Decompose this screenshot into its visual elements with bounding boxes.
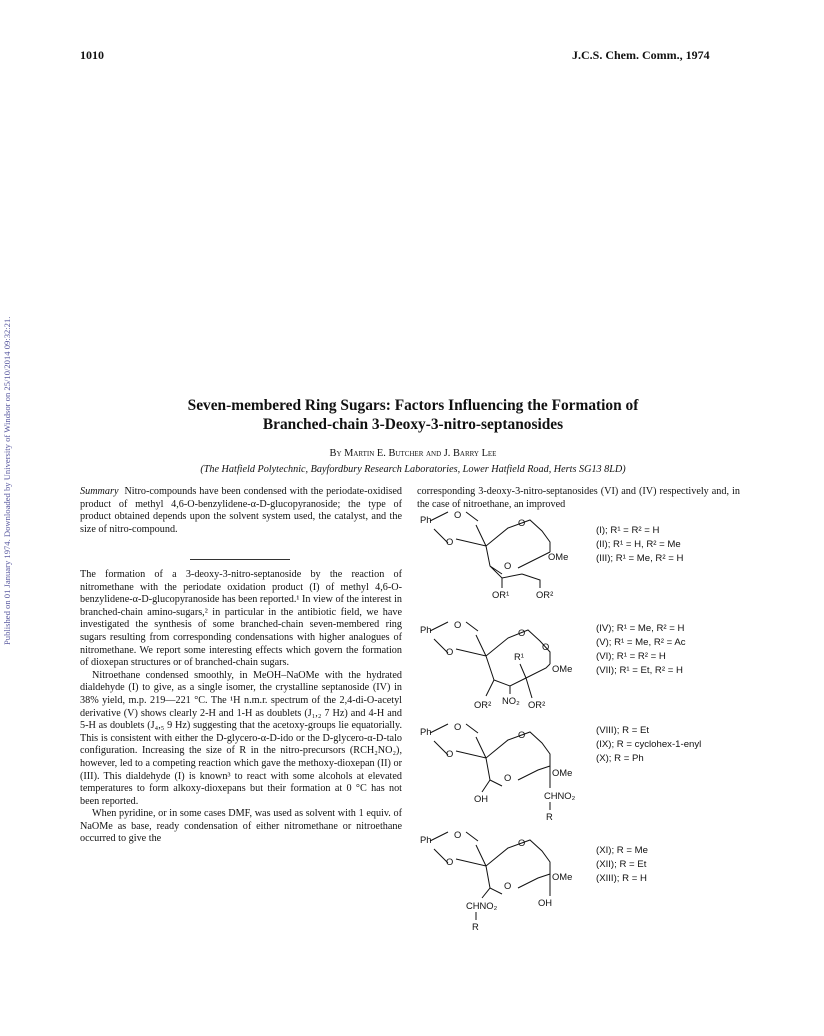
compound-label: (II); R¹ = H, R² = Me [596,539,681,550]
atom-chno2: CHNO₂ [466,900,498,911]
compound-label: (VIII); R = Et [596,725,650,736]
compound-label: (X); R = Ph [596,753,644,764]
affiliation: (The Hatfield Polytechnic, Bayfordbury Research Laboratories, Lower Hatfield Road, Herts SG13 8LD) [200,464,626,475]
compound-label: (VII); R¹ = Et, R² = H [596,665,683,676]
atom-o: O [504,560,512,571]
compound-label: (IX); R = cyclohex-1-enyl [596,739,702,750]
journal-reference: J.C.S. Chem. Comm., 1974 [572,48,710,62]
body-right-column: corresponding 3-deoxy-3-nitro-septanosides (VI) and (IV) respectively and, in the case of nitroethane, an improved [417,486,740,510]
compound-label: (I); R¹ = R² = H [596,525,660,536]
summary-divider [190,559,290,560]
download-watermark: Published on 01 January 1974. Downloaded by University of Windsor on 25/10/2014 09:32:21. [2,316,12,645]
atom-r: R [472,921,479,932]
structure-2-drawing [416,619,606,714]
structure-2 [416,619,686,714]
paragraph: The formation of a 3-deoxy-3-nitro-septanoside by the reaction of nitromethane with the periodate oxidation product (I) of methyl 4,6-O-benzylidene-α-D-glucopyranoside has been reported.¹ In view of the interest in branched-chain amino-sugars,² in particular in the antibiotic field, we have investigated the synthesis of some branched-chain seven-membered ring sugars resulting from corresponding condensations with higher analogues of nitromethane. We report some interesting effects which govern the formation of dioxepan structures or of branched-chain sugars. [80,569,402,669]
structure-1-drawing [416,509,606,600]
atom-o: O [454,829,462,840]
atom-o: O [446,856,454,867]
atom-ph: Ph [420,834,432,845]
page-number: 1010 [80,48,104,62]
paragraph: When pyridine, or in some cases DMF, was used as solvent with 1 equiv. of NaOMe as base, ready condensation of either nitromethane or nitroethane occurred to give the [80,808,402,845]
atom-ph: Ph [420,726,432,737]
structure-3-drawing [416,721,606,824]
atom-o: O [518,517,526,528]
article-title [80,396,746,434]
structure-3 [416,721,702,824]
atom-o: O [518,729,526,740]
compound-label: (V); R¹ = Me, R² = Ac [596,637,686,648]
atom-ome: OMe [552,767,573,778]
atom-chno2: CHNO₂ [544,790,576,801]
atom-or1: OR¹ [492,589,510,600]
paragraph: Nitroethane condensed smoothly, in MeOH–NaOMe with the hydrated dialdehyde (I) to give, as a single isomer, the crystalline septanoside (IV) in 38% yield, m.p. 219—221 °C. The ¹H n.m.r. spectrum of the 2,4-di-O-acetyl derivative (V) shows clearly 2-H and 1-H as doublets (J₁,₂ 7 Hz) and 4-H and 5-H as doublets (J₄,₅ 9 Hz) suggesting that the acetoxy-groups lie equatorially. This is consistent with either the D-glycero-α-D-ido or the D-glycero-α-D-talo configuration. Increasing the size of R in the nitro-precursors (RCH₂NO₂), however, led to a competing reaction which gave the methoxy-dioxepan (II) or (III). This dialdehyde (I) is known³ to react with some alcohols at elevated temperatures to form alkoxy-dioxepans but their formation at 0 °C has not been reported. [80,669,402,807]
atom-r: R [546,811,553,822]
atom-o: O [518,837,526,848]
compound-label: (III); R¹ = Me, R² = H [596,553,684,564]
structure-1 [416,509,684,600]
atom-oh: OH [474,793,489,804]
atom-or2: OR² [474,699,492,710]
compound-label: (XII); R = Et [596,859,647,870]
structure-2-labels [596,622,686,678]
atom-o: O [446,536,454,547]
authors: By Martin E. Butcher and J. Barry Lee [329,448,497,459]
structure-4-labels [596,844,648,886]
atom-o: O [518,627,526,638]
summary-text: Nitro-compounds have been condensed with the periodate-oxidised product of methyl 4,6-O-benzylidene-α-D-glucopyranoside; the type of product obtained depends upon the solvent system used, the catalyst, and the size of nitro-compound. [80,486,402,535]
atom-o: O [446,646,454,657]
atom-ome: OMe [548,551,569,562]
compound-label: (XIII); R = H [596,873,647,884]
atom-ph: Ph [420,624,432,635]
structure-1-labels [596,524,683,566]
atom-o: O [454,509,462,520]
summary-label: Summary [80,486,119,497]
compound-label: (VI); R¹ = R² = H [596,651,666,662]
body-left-column [80,569,402,846]
atom-o: O [542,641,550,652]
atom-no2: NO₂ [502,695,520,706]
compound-label: (XI); R = Me [596,845,648,856]
structure-4 [416,829,648,932]
atom-r1: R¹ [514,651,524,662]
atom-o: O [454,619,462,630]
atom-o: O [504,880,512,891]
structure-3-labels [596,724,701,766]
atom-ph: Ph [420,514,432,525]
summary [80,486,402,536]
atom-ome: OMe [552,663,573,674]
title-line-1: Seven-membered Ring Sugars: Factors Influencing the Formation of [187,397,639,414]
atom-o: O [446,748,454,759]
atom-ome: OMe [552,871,573,882]
compound-label: (IV); R¹ = Me, R² = H [596,623,685,634]
atom-o: O [504,772,512,783]
atom-oh: OH [538,897,553,908]
atom-or2: OR² [536,589,554,600]
title-line-2: Branched-chain 3-Deoxy-3-nitro-septanosides [262,416,564,433]
atom-or2: OR² [528,699,546,710]
atom-o: O [454,721,462,732]
structure-4-drawing [416,829,606,932]
